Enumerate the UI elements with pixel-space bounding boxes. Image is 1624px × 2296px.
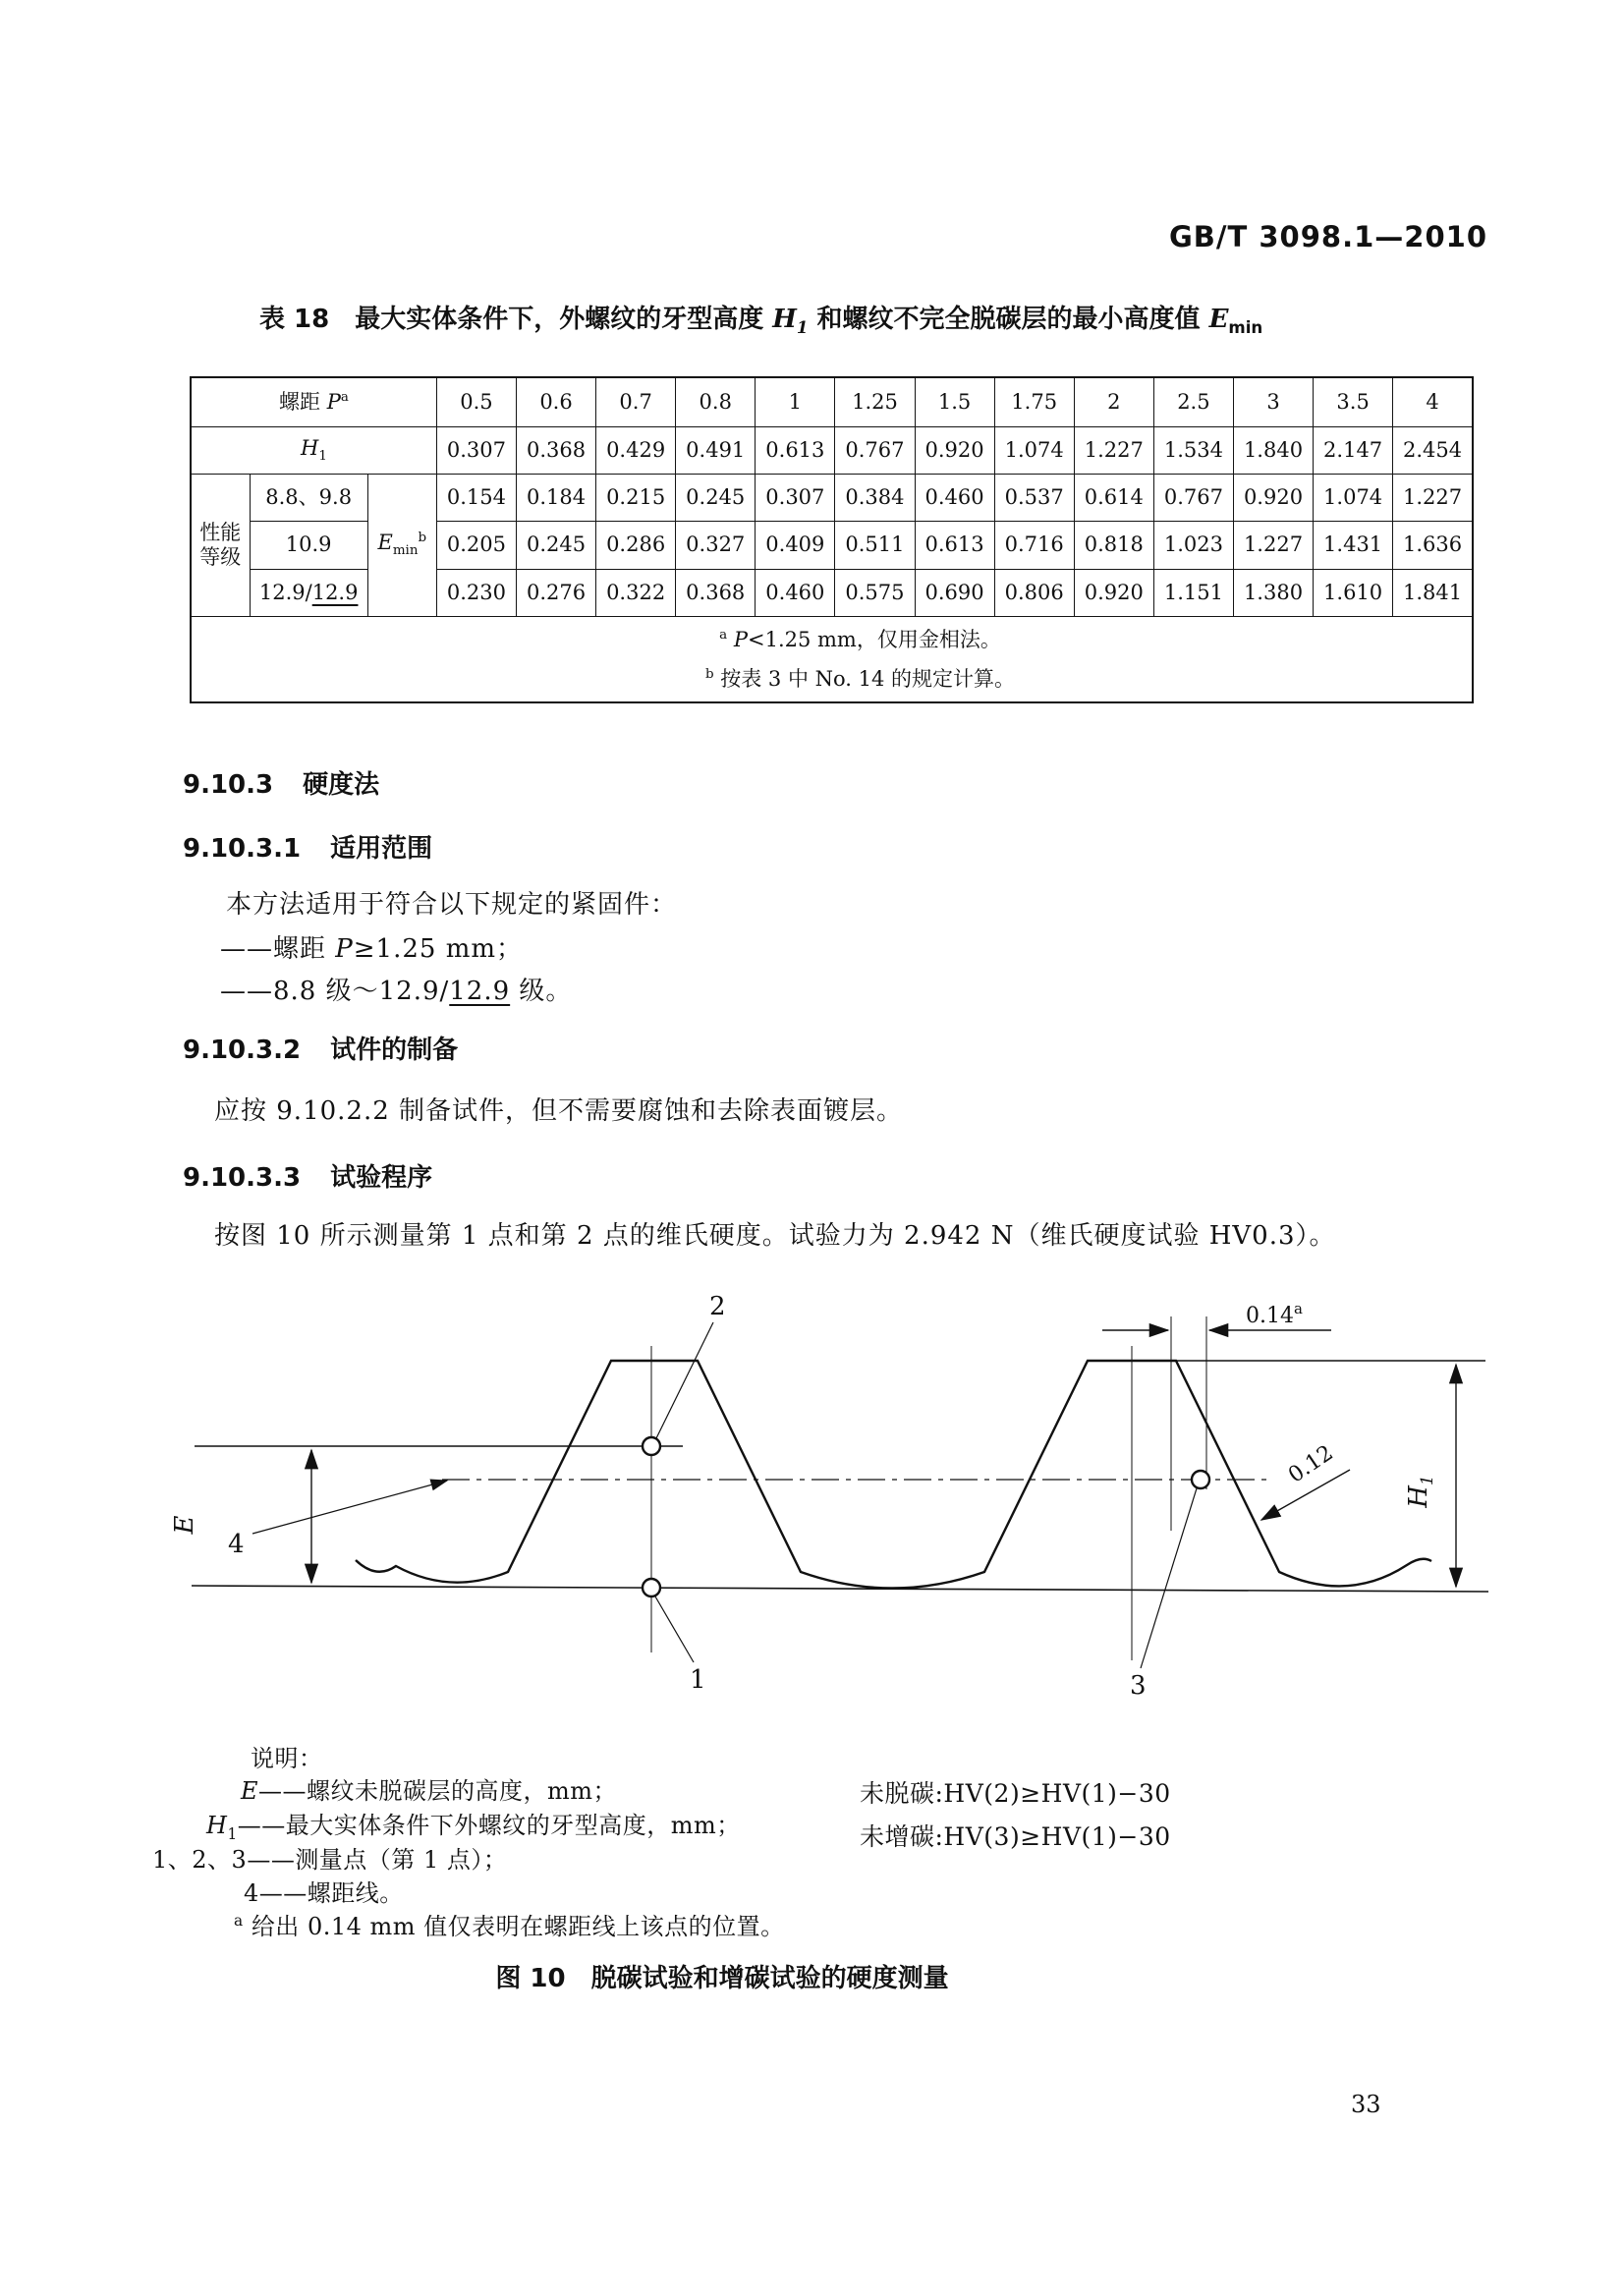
- table-18-title-label: 表 18: [259, 305, 330, 334]
- emin-value-cell: 0.322: [596, 569, 676, 616]
- dim-e-label: E: [170, 1515, 199, 1535]
- h1-value-cell: 1.534: [1153, 426, 1233, 474]
- emin-value-cell: 0.230: [436, 569, 516, 616]
- emin-value-cell: 0.205: [436, 521, 516, 569]
- emin-value-cell: 0.920: [1074, 569, 1153, 616]
- emin-value-cell: 0.384: [835, 474, 915, 521]
- emin-value-cell: 0.613: [915, 521, 994, 569]
- emin-value-cell: 0.511: [835, 521, 915, 569]
- figure-legend-H1: $H_1——$最大实体条件下外螺纹的牙型高度，mm；: [206, 1812, 741, 1843]
- dim-012-label: 0.12: [1284, 1440, 1338, 1488]
- figure-legend-points: 1、2、3——测量点（第 1 点）；: [152, 1846, 508, 1874]
- emin-value-cell: 0.245: [516, 521, 595, 569]
- emin-value-cell: 1.380: [1233, 569, 1313, 616]
- h1-value-cell: 2.147: [1314, 426, 1393, 474]
- footnote-b: $^b$ 按表 3 中 No. 14 的规定计算。: [704, 666, 1016, 691]
- section-9-10-3-heading: 9.10.3 硬度法: [183, 770, 380, 800]
- measurement-point-3: [1192, 1471, 1209, 1488]
- emin-value-cell: 0.806: [994, 569, 1074, 616]
- h1-value-cell: 1.227: [1074, 426, 1153, 474]
- grade-cell: 12.9/12.9: [250, 569, 367, 616]
- emin-value-cell: 0.245: [676, 474, 756, 521]
- emin-value-cell: 0.818: [1074, 521, 1153, 569]
- leader-point-1: [655, 1596, 694, 1662]
- emin-value-cell: 0.575: [835, 569, 915, 616]
- emin-value-cell: 1.023: [1153, 521, 1233, 569]
- emin-value-cell: 0.409: [756, 521, 835, 569]
- bullet-grade-range: ——8.8 级～12.9/12.9 级。: [220, 977, 573, 1006]
- emin-value-cell: 0.276: [516, 569, 595, 616]
- thread-profile-line: [356, 1361, 1431, 1589]
- point-1-label: 1: [690, 1665, 706, 1695]
- h1-value-cell: 1.840: [1233, 426, 1313, 474]
- section-9-10-3-2-heading: 9.10.3.2 试件的制备: [183, 1036, 459, 1065]
- figure-legend-E: E——螺纹未脱碳层的高度，mm；: [241, 1777, 618, 1805]
- point-2-label: 2: [709, 1292, 726, 1321]
- paragraph-scope-intro: 本方法适用于符合以下规定的紧固件：: [226, 890, 678, 920]
- pitch-value-cell: 3: [1233, 377, 1313, 426]
- section-9-10-3-3-heading: 9.10.3.3 试验程序: [183, 1163, 433, 1193]
- emin-value-cell: 1.610: [1314, 569, 1393, 616]
- emin-value-cell: 0.154: [436, 474, 516, 521]
- emin-value-cell: 1.227: [1233, 521, 1313, 569]
- emin-value-cell: 1.636: [1393, 521, 1473, 569]
- emin-value-cell: 1.431: [1314, 521, 1393, 569]
- h1-value-cell: 0.429: [596, 426, 676, 474]
- dim-014-label: 0.14$^a$: [1246, 1300, 1303, 1328]
- formula-not-decarburized: 未脱碳:HV(2)≥HV(1)−30: [860, 1779, 1171, 1808]
- page-number: 33: [1351, 2091, 1381, 2118]
- pitch-value-cell: 1.5: [915, 377, 994, 426]
- figure-legend-pitch: 4——螺距线。: [244, 1879, 404, 1907]
- pitch-value-cell: 1.25: [835, 377, 915, 426]
- formula-not-carburized: 未增碳:HV(3)≥HV(1)−30: [860, 1822, 1171, 1851]
- pitch-value-cell: 3.5: [1314, 377, 1393, 426]
- section-9-10-3-1-heading: 9.10.3.1 适用范围: [183, 834, 433, 864]
- grade-cell: 10.9: [250, 521, 367, 569]
- table-18: [190, 376, 1474, 703]
- emin-value-cell: 0.716: [994, 521, 1074, 569]
- h1-value-cell: 1.074: [994, 426, 1074, 474]
- emin-value-cell: 0.537: [994, 474, 1074, 521]
- h1-value-cell: 0.491: [676, 426, 756, 474]
- pitch-value-cell: 2: [1074, 377, 1153, 426]
- h1-row: [191, 426, 1473, 474]
- paragraph-specimen-prep: 应按 9.10.2.2 制备试件，但不需要腐蚀和去除表面镀层。: [214, 1096, 904, 1126]
- emin-value-cell: 1.074: [1314, 474, 1393, 521]
- pitch-value-cell: 4: [1393, 377, 1473, 426]
- point-4-label: 4: [228, 1530, 245, 1559]
- emin-value-cell: 0.460: [915, 474, 994, 521]
- leader-point-2: [656, 1322, 713, 1438]
- h1-value-cell: 0.307: [436, 426, 516, 474]
- pitch-value-cell: 1.75: [994, 377, 1074, 426]
- emin-value-cell: 0.327: [676, 521, 756, 569]
- grade-group-header: 性能 等级: [191, 474, 250, 616]
- emin-value-cell: 0.614: [1074, 474, 1153, 521]
- paragraph-test-procedure: 按图 10 所示测量第 1 点和第 2 点的维氏硬度。试验力为 2.942 N（维氏硬度试验 HV0.3）。: [214, 1221, 1336, 1251]
- h1-header-cell: $H_1$: [191, 426, 436, 474]
- bullet-pitch-limit: ——螺距 P≥1.25 mm；: [220, 934, 524, 964]
- h1-value-cell: 0.613: [756, 426, 835, 474]
- emin-header-cell: $E_{min}^b$: [367, 474, 436, 616]
- figure-10-drawing: [147, 1277, 1523, 1729]
- h1-value-cell: 0.368: [516, 426, 595, 474]
- pitch-value-cell: 0.6: [516, 377, 595, 426]
- pitch-value-cell: 0.7: [596, 377, 676, 426]
- pitch-header-cell: 螺距 $P^a$: [191, 377, 436, 426]
- emin-value-cell: 0.307: [756, 474, 835, 521]
- h1-value-cell: 0.920: [915, 426, 994, 474]
- emin-value-cell: 0.460: [756, 569, 835, 616]
- document-number-header: GB/T 3098.1—2010: [1169, 220, 1487, 253]
- leader-pitch-line-label: [252, 1481, 447, 1534]
- measurement-point-1: [643, 1579, 660, 1596]
- emin-value-cell: 0.286: [596, 521, 676, 569]
- root-baseline: [192, 1586, 1488, 1592]
- emin-value-cell: 0.920: [1233, 474, 1313, 521]
- figure-10-caption: 图 10 脱碳试验和增碳试验的硬度测量: [495, 1964, 949, 1993]
- figure-legend-note-a: $^a$ 给出 0.14 mm 值仅表明在螺距线上该点的位置。: [234, 1912, 785, 1940]
- table-18-title: 表 18 最大实体条件下，外螺纹的牙型高度 $H_1$ 和螺纹不完全脱碳层的最小高度值 $E_{min}$: [259, 305, 1263, 338]
- grade-row-8.8-9.8: [191, 474, 1473, 521]
- emin-value-cell: 0.690: [915, 569, 994, 616]
- pitch-value-cell: 0.5: [436, 377, 516, 426]
- figure-legend-title: 说明：: [251, 1745, 323, 1772]
- dim-h1-label: $H_1$: [1404, 1475, 1437, 1508]
- emin-value-cell: 0.215: [596, 474, 676, 521]
- emin-value-cell: 1.841: [1393, 569, 1473, 616]
- pitch-header-row: [191, 377, 1473, 426]
- emin-value-cell: 0.368: [676, 569, 756, 616]
- point-3-label: 3: [1130, 1671, 1147, 1701]
- table-footnotes: [191, 616, 1473, 702]
- h1-value-cell: 0.767: [835, 426, 915, 474]
- pitch-value-cell: 1: [756, 377, 835, 426]
- grade-cell: 8.8、9.8: [250, 474, 367, 521]
- emin-value-cell: 0.767: [1153, 474, 1233, 521]
- emin-value-cell: 1.151: [1153, 569, 1233, 616]
- measurement-point-2: [643, 1437, 660, 1455]
- pitch-value-cell: 2.5: [1153, 377, 1233, 426]
- leader-point-3: [1141, 1488, 1197, 1668]
- emin-value-cell: 0.184: [516, 474, 595, 521]
- emin-value-cell: 1.227: [1393, 474, 1473, 521]
- h1-value-cell: 2.454: [1393, 426, 1473, 474]
- pitch-value-cell: 0.8: [676, 377, 756, 426]
- table-footnotes-row: [191, 616, 1473, 702]
- footnote-a: $^a$ P<1.25 mm，仅用金相法。: [719, 627, 1001, 651]
